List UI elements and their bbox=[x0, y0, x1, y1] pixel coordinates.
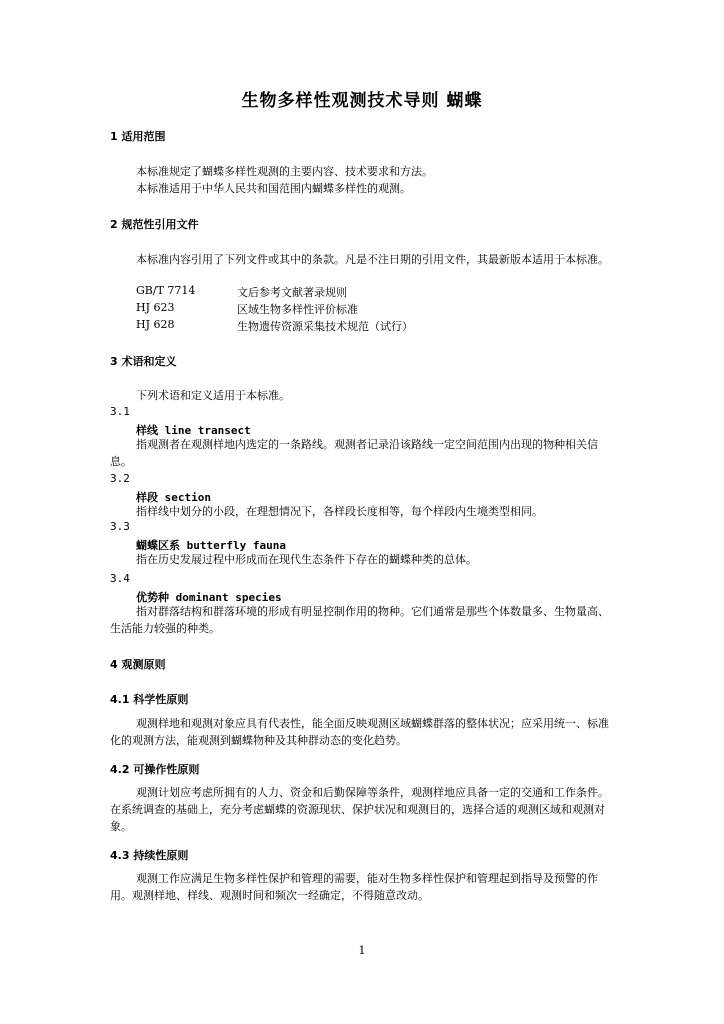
term-definition: 指观测者在观测样地内选定的一条路线。观测者记录沿该路线一定空间范围内出现的物种相关信息。 bbox=[110, 438, 598, 468]
term-number: 3.2 bbox=[110, 472, 130, 485]
subsection-4-3-text: 观测工作应满足生物多样性保护和管理的需要，能对生物多样性保护和管理起到指导及预警的作用。观测样地、样线、观测时间和频次一经确定，不得随意改动。 bbox=[110, 872, 598, 902]
subsection-4-2-heading: 4.2 可操作性原则 bbox=[110, 763, 200, 776]
reference-code: HJ 628 bbox=[136, 318, 175, 331]
term-label: 样段 section bbox=[136, 491, 211, 504]
term-number: 3.4 bbox=[110, 572, 130, 585]
subsection-4-3-heading: 4.3 持续性原则 bbox=[110, 849, 189, 862]
section-4-heading: 4 观测原则 bbox=[110, 658, 166, 671]
subsection-4-1-heading: 4.1 科学性原则 bbox=[110, 693, 189, 706]
document-title: 生物多样性观测技术导则 蝴蝶 bbox=[241, 91, 483, 111]
term-label: 优势种 dominant species bbox=[136, 591, 282, 604]
reference-name: 生物遗传资源采集技术规范（试行） bbox=[237, 320, 413, 333]
reference-code: GB/T 7714 bbox=[136, 284, 196, 297]
term-definition: 指在历史发展过程中形成而在现代生态条件下存在的蝴蝶种类的总体。 bbox=[136, 553, 477, 566]
section-3-heading: 3 术语和定义 bbox=[110, 355, 177, 368]
subsection-4-1-text: 观测样地和观测对象应具有代表性，能全面反映观测区域蝴蝶群落的整体状况；应采用统一、标准化的观测方法，能观测到蝴蝶物种及其种群动态的变化趋势。 bbox=[110, 717, 609, 747]
section-2-heading: 2 规范性引用文件 bbox=[110, 218, 199, 231]
term-definition: 指对群落结构和群落环境的形成有明显控制作用的物种。它们通常是那些个体数量多、生物量高、生活能力较强的种类。 bbox=[110, 605, 609, 635]
term-label: 蝴蝶区系 butterfly fauna bbox=[136, 539, 286, 552]
term-number: 3.3 bbox=[110, 520, 130, 533]
section-1-paragraph-1: 本标准规定了蝴蝶多样性观测的主要内容、技术要求和方法。 bbox=[136, 165, 433, 178]
section-1-heading: 1 适用范围 bbox=[110, 130, 166, 143]
section-3-intro: 下列术语和定义适用于本标准。 bbox=[136, 389, 290, 402]
section-2-paragraph: 本标准内容引用了下列文件或其中的条款。凡是不注日期的引用文件，其最新版本适用于本标准。 bbox=[136, 253, 609, 266]
reference-name: 文后参考文献著录规则 bbox=[237, 286, 347, 299]
reference-name: 区域生物多样性评价标准 bbox=[237, 303, 358, 316]
term-definition: 指样线中划分的小段，在理想情况下，各样段长度相等，每个样段内生境类型相同。 bbox=[136, 505, 543, 518]
subsection-4-2-text: 观测计划应考虑所拥有的人力、资金和后勤保障等条件，观测样地应具备一定的交通和工作条件。在系统调查的基础上，充分考虑蝴蝶的资源现状、保护状况和观测目的，选择合适的观测区域和观测对象。 bbox=[110, 786, 609, 833]
term-number: 3.1 bbox=[110, 405, 130, 418]
page-number: 1 bbox=[358, 944, 366, 957]
reference-code: HJ 623 bbox=[136, 301, 175, 314]
section-1-paragraph-2: 本标准适用于中华人民共和国范围内蝴蝶多样性的观测。 bbox=[136, 182, 411, 195]
term-label: 样线 line transect bbox=[136, 424, 251, 437]
